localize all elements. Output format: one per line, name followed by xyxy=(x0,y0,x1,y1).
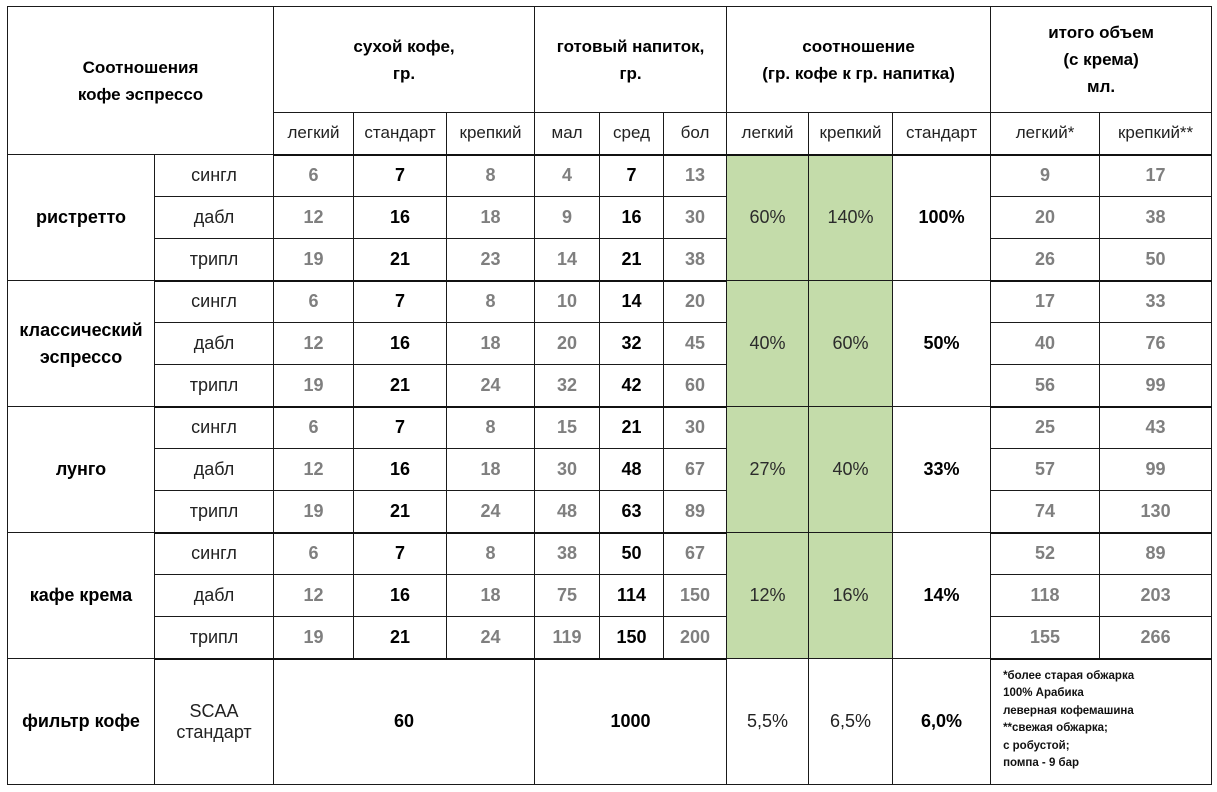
group-name-lungo: лунго xyxy=(8,407,155,533)
ready-drink-header xyxy=(535,7,727,113)
total-light-cell: 56 xyxy=(991,365,1100,407)
subheader-ratio-strong: крепкий xyxy=(809,113,893,155)
drink-large-cell: 20 xyxy=(664,281,727,323)
table-row xyxy=(8,575,1212,617)
title-line2: кофе эспрессо xyxy=(77,84,204,104)
ratio-strong-cell: 16% xyxy=(809,533,893,659)
filter-dry-cell: 60 xyxy=(274,659,535,785)
table-row xyxy=(8,449,1212,491)
ratio-standard-cell: 50% xyxy=(893,281,991,407)
dry-header-line1: сухой кофе, xyxy=(353,36,455,56)
drink-small-cell: 38 xyxy=(535,533,600,575)
drink-small-cell: 30 xyxy=(535,449,600,491)
drink-large-cell: 30 xyxy=(664,407,727,449)
dry-standard-cell: 21 xyxy=(354,491,447,533)
dry-strong-cell: 8 xyxy=(447,281,535,323)
ratio-light-cell: 40% xyxy=(727,281,809,407)
drink-small-cell: 10 xyxy=(535,281,600,323)
drink-small-cell: 14 xyxy=(535,239,600,281)
total-strong-cell: 38 xyxy=(1100,197,1212,239)
dry-standard-cell: 7 xyxy=(354,281,447,323)
group-name-filter-coffee: фильтр кофе xyxy=(8,659,155,785)
total-strong-cell: 50 xyxy=(1100,239,1212,281)
drink-large-cell: 67 xyxy=(664,533,727,575)
dry-standard-cell: 7 xyxy=(354,533,447,575)
total-volume-header xyxy=(991,7,1212,113)
dry-header-line2: гр. xyxy=(392,63,416,83)
total-header-line3: мл. xyxy=(1087,77,1116,96)
total-light-cell: 155 xyxy=(991,617,1100,659)
dry-light-cell: 12 xyxy=(274,449,354,491)
total-strong-cell: 76 xyxy=(1100,323,1212,365)
drink-small-cell: 119 xyxy=(535,617,600,659)
filter-ratio-strong-cell: 6,5% xyxy=(809,659,893,785)
drink-medium-cell: 7 xyxy=(600,155,664,197)
dry-light-cell: 19 xyxy=(274,491,354,533)
total-light-cell: 25 xyxy=(991,407,1100,449)
subheader-total-light: легкий* xyxy=(991,113,1100,155)
total-strong-cell: 17 xyxy=(1100,155,1212,197)
scaa-line1: SCAA xyxy=(189,700,239,721)
drink-medium-cell: 42 xyxy=(600,365,664,407)
dry-standard-cell: 21 xyxy=(354,365,447,407)
dry-light-cell: 6 xyxy=(274,155,354,197)
total-light-cell: 40 xyxy=(991,323,1100,365)
table-row xyxy=(8,197,1212,239)
drink-large-cell: 150 xyxy=(664,575,727,617)
table-row xyxy=(8,239,1212,281)
subheader-ratio-standard: стандарт xyxy=(893,113,991,155)
size-label: трипл xyxy=(155,491,274,533)
drink-medium-cell: 63 xyxy=(600,491,664,533)
drink-small-cell: 48 xyxy=(535,491,600,533)
drink-large-cell: 60 xyxy=(664,365,727,407)
table-title xyxy=(8,7,274,155)
footnote-line: помпа - 9 бар xyxy=(1003,757,1080,769)
group-name-classic-espresso xyxy=(8,281,155,407)
total-light-cell: 26 xyxy=(991,239,1100,281)
drink-medium-cell: 48 xyxy=(600,449,664,491)
drink-header-line2: гр. xyxy=(619,63,642,83)
dry-coffee-header xyxy=(274,7,535,113)
dry-light-cell: 12 xyxy=(274,575,354,617)
group-name-cafe-crema: кафе крема xyxy=(8,533,155,659)
filter-ratio-light-cell: 5,5% xyxy=(727,659,809,785)
size-label: сингл xyxy=(155,407,274,449)
total-light-cell: 17 xyxy=(991,281,1100,323)
drink-small-cell: 4 xyxy=(535,155,600,197)
dry-strong-cell: 18 xyxy=(447,449,535,491)
ratio-header-line2: (гр. кофе к гр. напитка) xyxy=(762,63,955,83)
table-row xyxy=(8,323,1212,365)
total-light-cell: 20 xyxy=(991,197,1100,239)
size-label: сингл xyxy=(155,281,274,323)
dry-standard-cell: 16 xyxy=(354,323,447,365)
total-light-cell: 9 xyxy=(991,155,1100,197)
drink-large-cell: 200 xyxy=(664,617,727,659)
dry-strong-cell: 18 xyxy=(447,323,535,365)
drink-large-cell: 13 xyxy=(664,155,727,197)
size-label: сингл xyxy=(155,155,274,197)
total-header-line1: итого объем xyxy=(1048,23,1154,42)
total-strong-cell: 99 xyxy=(1100,449,1212,491)
group-name-line1: классический xyxy=(19,319,143,340)
ratio-standard-cell: 33% xyxy=(893,407,991,533)
dry-standard-cell: 16 xyxy=(354,575,447,617)
scaa-standard-label xyxy=(155,659,274,785)
dry-strong-cell: 24 xyxy=(447,365,535,407)
table-row xyxy=(8,533,1212,575)
dry-light-cell: 6 xyxy=(274,407,354,449)
dry-strong-cell: 24 xyxy=(447,491,535,533)
ratio-header xyxy=(727,7,991,113)
scaa-line2: стандарт xyxy=(176,721,252,742)
group-name-line2: эспрессо xyxy=(39,346,123,367)
ratio-standard-cell: 100% xyxy=(893,155,991,281)
ratio-light-cell: 60% xyxy=(727,155,809,281)
size-label: дабл xyxy=(155,323,274,365)
table-row xyxy=(8,155,1212,197)
drink-small-cell: 15 xyxy=(535,407,600,449)
dry-light-cell: 6 xyxy=(274,533,354,575)
total-light-cell: 118 xyxy=(991,575,1100,617)
subheader-ratio-light: легкий xyxy=(727,113,809,155)
ratio-standard-cell: 14% xyxy=(893,533,991,659)
dry-standard-cell: 16 xyxy=(354,197,447,239)
dry-strong-cell: 8 xyxy=(447,407,535,449)
dry-light-cell: 19 xyxy=(274,617,354,659)
title-line1: Соотношения xyxy=(82,57,199,77)
dry-strong-cell: 18 xyxy=(447,575,535,617)
table-row xyxy=(8,407,1212,449)
size-label: сингл xyxy=(155,533,274,575)
ratio-strong-cell: 140% xyxy=(809,155,893,281)
footnote-line: с робустой; xyxy=(1003,739,1070,752)
espresso-ratio-table xyxy=(7,6,1212,785)
ratio-light-cell: 27% xyxy=(727,407,809,533)
ratio-header-line1: соотношение xyxy=(802,36,915,56)
dry-strong-cell: 8 xyxy=(447,533,535,575)
drink-medium-cell: 16 xyxy=(600,197,664,239)
drink-small-cell: 9 xyxy=(535,197,600,239)
dry-light-cell: 12 xyxy=(274,323,354,365)
dry-strong-cell: 18 xyxy=(447,197,535,239)
drink-large-cell: 67 xyxy=(664,449,727,491)
total-light-cell: 57 xyxy=(991,449,1100,491)
total-header-line2: (с крема) xyxy=(1063,50,1139,69)
dry-standard-cell: 16 xyxy=(354,449,447,491)
footnote-line: леверная кофемашина xyxy=(1003,704,1134,717)
dry-light-cell: 19 xyxy=(274,365,354,407)
total-strong-cell: 130 xyxy=(1100,491,1212,533)
group-name-ristretto: ристретто xyxy=(8,155,155,281)
size-label: дабл xyxy=(155,197,274,239)
footnote-line: 100% Арабика xyxy=(1003,687,1084,699)
subheader-dry-light: легкий xyxy=(274,113,354,155)
dry-standard-cell: 21 xyxy=(354,617,447,659)
dry-strong-cell: 23 xyxy=(447,239,535,281)
size-label: трипл xyxy=(155,617,274,659)
drink-medium-cell: 14 xyxy=(600,281,664,323)
size-label: дабл xyxy=(155,449,274,491)
drink-large-cell: 30 xyxy=(664,197,727,239)
dry-light-cell: 6 xyxy=(274,281,354,323)
subheader-total-strong: крепкий** xyxy=(1100,113,1212,155)
subheader-drink-small: мал xyxy=(535,113,600,155)
total-strong-cell: 203 xyxy=(1100,575,1212,617)
dry-strong-cell: 8 xyxy=(447,155,535,197)
drink-small-cell: 75 xyxy=(535,575,600,617)
subheader-dry-standard: стандарт xyxy=(354,113,447,155)
total-strong-cell: 266 xyxy=(1100,617,1212,659)
filter-coffee-row xyxy=(8,659,1212,785)
total-strong-cell: 43 xyxy=(1100,407,1212,449)
subheader-dry-strong: крепкий xyxy=(447,113,535,155)
footnote-line: *более старая обжарка xyxy=(1003,669,1135,682)
table-row xyxy=(8,491,1212,533)
size-label: трипл xyxy=(155,239,274,281)
header-row xyxy=(8,7,1212,113)
filter-ratio-standard-cell: 6,0% xyxy=(893,659,991,785)
ratio-strong-cell: 40% xyxy=(809,407,893,533)
footnote-line: **свежая обжарка; xyxy=(1003,722,1108,734)
total-strong-cell: 33 xyxy=(1100,281,1212,323)
table-row xyxy=(8,617,1212,659)
drink-medium-cell: 150 xyxy=(600,617,664,659)
drink-small-cell: 20 xyxy=(535,323,600,365)
drink-medium-cell: 21 xyxy=(600,407,664,449)
drink-large-cell: 89 xyxy=(664,491,727,533)
footnotes xyxy=(991,659,1212,785)
drink-medium-cell: 32 xyxy=(600,323,664,365)
dry-standard-cell: 7 xyxy=(354,407,447,449)
table-row xyxy=(8,365,1212,407)
table-row xyxy=(8,281,1212,323)
total-strong-cell: 99 xyxy=(1100,365,1212,407)
dry-strong-cell: 24 xyxy=(447,617,535,659)
dry-standard-cell: 21 xyxy=(354,239,447,281)
drink-large-cell: 38 xyxy=(664,239,727,281)
coffee-ratio-table-wrapper xyxy=(7,6,1212,785)
drink-medium-cell: 50 xyxy=(600,533,664,575)
dry-light-cell: 12 xyxy=(274,197,354,239)
dry-standard-cell: 7 xyxy=(354,155,447,197)
subheader-drink-large: бол xyxy=(664,113,727,155)
total-light-cell: 74 xyxy=(991,491,1100,533)
size-label: дабл xyxy=(155,575,274,617)
size-label: трипл xyxy=(155,365,274,407)
drink-medium-cell: 114 xyxy=(600,575,664,617)
drink-header-line1: готовый напиток, xyxy=(556,36,705,56)
drink-large-cell: 45 xyxy=(664,323,727,365)
subheader-drink-medium: сред xyxy=(600,113,664,155)
total-light-cell: 52 xyxy=(991,533,1100,575)
total-strong-cell: 89 xyxy=(1100,533,1212,575)
ratio-light-cell: 12% xyxy=(727,533,809,659)
ratio-strong-cell: 60% xyxy=(809,281,893,407)
dry-light-cell: 19 xyxy=(274,239,354,281)
filter-drink-cell: 1000 xyxy=(535,659,727,785)
drink-small-cell: 32 xyxy=(535,365,600,407)
drink-medium-cell: 21 xyxy=(600,239,664,281)
